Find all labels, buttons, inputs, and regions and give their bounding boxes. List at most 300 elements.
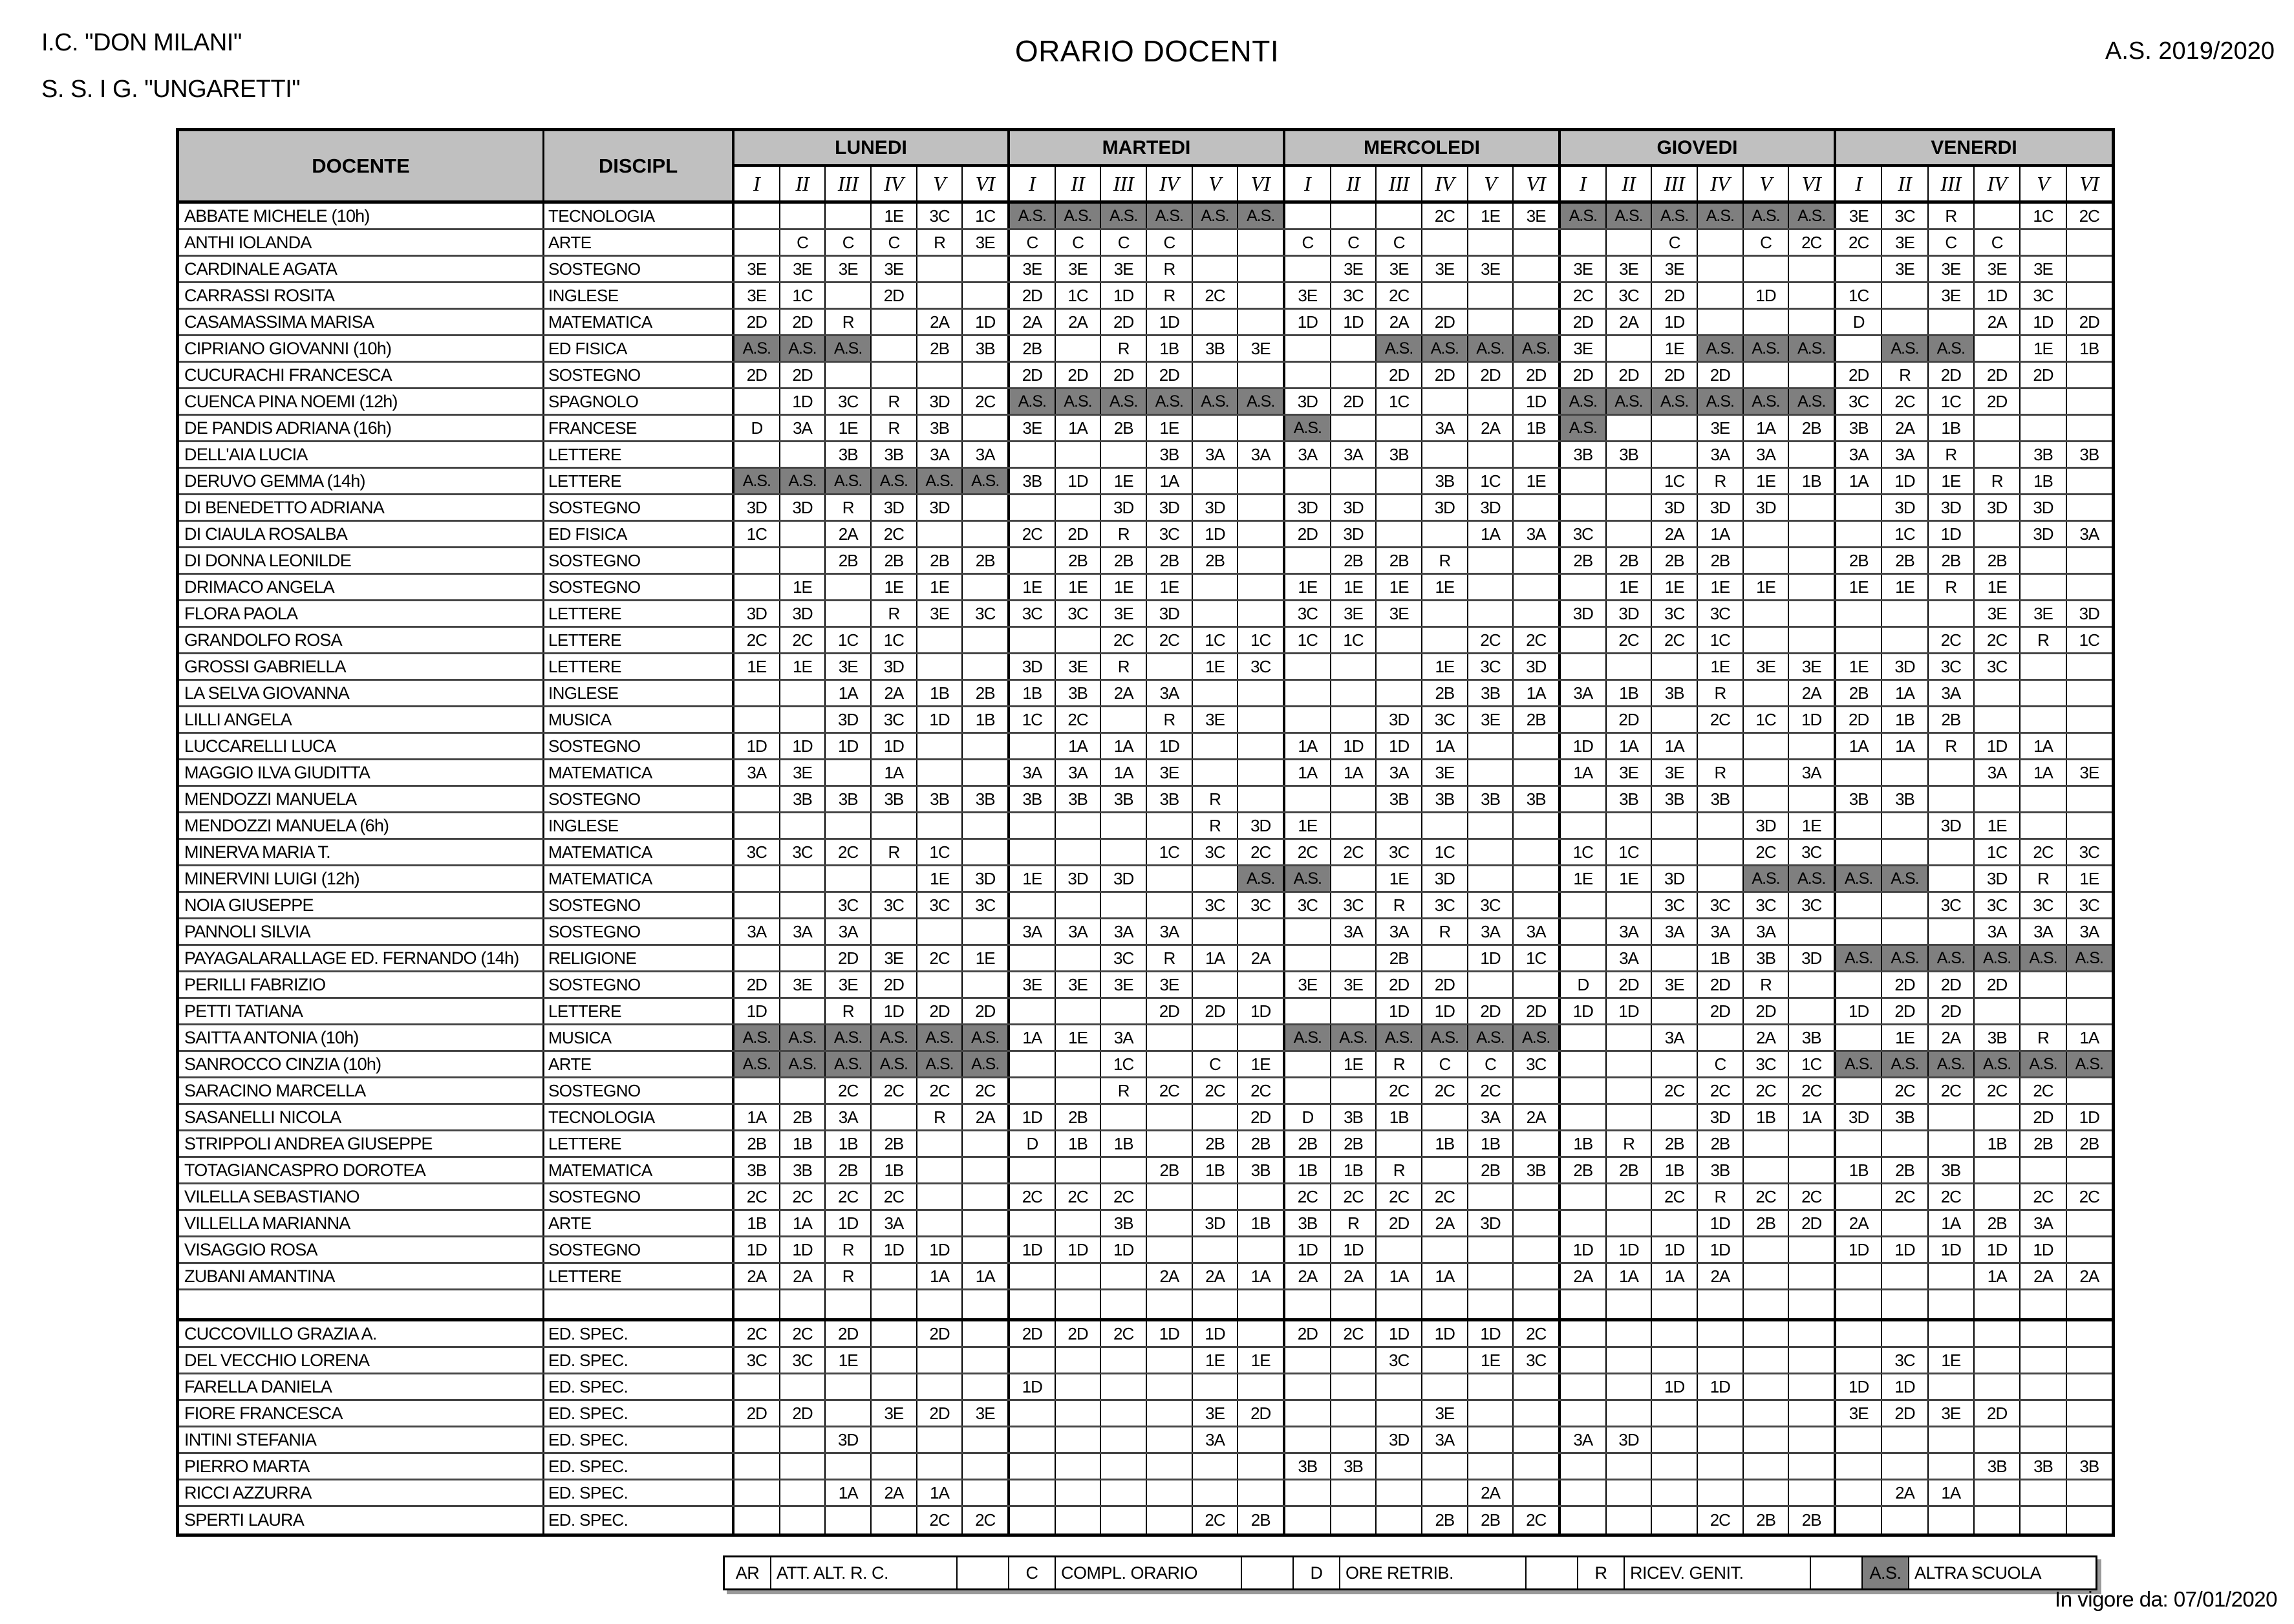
schedule-cell <box>917 1348 963 1373</box>
day-section <box>1836 522 2112 546</box>
schedule-cell <box>1744 1348 1790 1373</box>
schedule-cell: 3A <box>1331 919 1377 944</box>
schedule-cell <box>1561 813 1607 838</box>
schedule-cell: A.S. <box>1010 204 1056 228</box>
subject: ED. SPEC. <box>544 1480 734 1505</box>
teacher-name: DEL VECCHIO LORENA <box>179 1348 544 1373</box>
schedule-cell <box>2067 1401 2112 1426</box>
day-section <box>1285 760 1561 785</box>
day-section <box>1010 1401 1285 1426</box>
table-row <box>179 1507 2112 1533</box>
schedule-cell: 1B <box>1929 416 1975 440</box>
schedule-cell: 1D <box>1882 469 1928 493</box>
day-section <box>1836 1158 2112 1182</box>
schedule-cell <box>1193 1184 1239 1209</box>
day-section <box>1561 442 1836 467</box>
day-section <box>1010 1078 1285 1103</box>
schedule-cell: 3A <box>2021 919 2066 944</box>
schedule-cell: 2D <box>734 972 780 997</box>
schedule-cell <box>1882 893 1928 917</box>
schedule-cell <box>1101 1401 1147 1426</box>
day-section <box>1285 310 1561 334</box>
schedule-cell <box>1789 1480 1834 1505</box>
schedule-cell <box>1422 1480 1468 1505</box>
schedule-cell: 3B <box>1331 1105 1377 1129</box>
schedule-cell: 3D <box>1056 866 1102 891</box>
schedule-cell: A.S. <box>1147 389 1193 414</box>
schedule-cell <box>2067 416 2112 440</box>
schedule-cell: 1A <box>1801 1107 1821 1127</box>
schedule-cell: 1D <box>780 389 826 414</box>
schedule-cell <box>1789 548 1834 573</box>
schedule-cell: 2C <box>1801 1186 1822 1206</box>
schedule-cell <box>1468 1427 1514 1452</box>
schedule-cell: 2B <box>826 1158 872 1182</box>
schedule-cell <box>963 495 1007 520</box>
schedule-cell: C <box>1010 230 1056 255</box>
schedule-cell: 1E <box>734 654 780 679</box>
subject: SOSTEGNO <box>544 363 734 387</box>
day-section <box>1561 257 1836 281</box>
schedule-cell <box>1561 1025 1607 1050</box>
schedule-cell: 3B <box>2079 1456 2099 1476</box>
day-section <box>1836 1348 2112 1373</box>
schedule-cell: 2C <box>1377 1184 1422 1209</box>
schedule-cell: 3D <box>1422 495 1468 520</box>
schedule-cell <box>2021 681 2066 705</box>
schedule-cell <box>1789 972 1834 997</box>
schedule-cell: 3D <box>1652 866 1698 891</box>
schedule-cell <box>2067 1507 2112 1533</box>
schedule-cell: 2D <box>1801 1213 1822 1233</box>
schedule-cell: 1B <box>826 1131 872 1156</box>
schedule-cell <box>1056 442 1102 467</box>
day-section <box>1285 601 1561 626</box>
schedule-cell <box>1836 972 1882 997</box>
schedule-cell <box>1789 1427 1834 1452</box>
schedule-cell: A.S. <box>1836 866 1882 891</box>
period-header: I <box>1836 167 1882 200</box>
day-section <box>1561 1507 1836 1533</box>
schedule-cell <box>1285 681 1331 705</box>
day-section <box>1285 1131 1561 1156</box>
schedule-cell <box>734 1078 780 1103</box>
period-header: VI <box>1250 171 1270 195</box>
teacher-name: SARACINO MARCELLA <box>179 1078 544 1103</box>
schedule-cell: 2C <box>1101 1184 1147 1209</box>
schedule-cell: 1E <box>1010 575 1056 599</box>
schedule-cell: 1A <box>1101 734 1147 758</box>
schedule-cell: 2D <box>1975 972 2021 997</box>
schedule-cell: 2C <box>1331 1321 1377 1346</box>
schedule-cell: A.S. <box>734 469 780 493</box>
schedule-cell: C <box>780 230 826 255</box>
schedule-cell <box>1744 257 1790 281</box>
schedule-cell: R <box>826 999 872 1023</box>
schedule-cell: 1D <box>917 1237 963 1262</box>
schedule-cell: 3C <box>1652 601 1698 626</box>
day-group-giovedi <box>1561 131 1836 200</box>
schedule-cell <box>1744 601 1790 626</box>
schedule-cell <box>1056 1401 1102 1426</box>
schedule-cell: 2B <box>975 683 995 703</box>
schedule-cell: 1E <box>1975 575 2021 599</box>
period-header: V <box>1468 167 1514 200</box>
schedule-cell: A.S. <box>1377 1025 1422 1050</box>
schedule-cell <box>1147 893 1193 917</box>
schedule-cell <box>1010 1401 1056 1426</box>
day-section <box>734 389 1010 414</box>
table-row <box>179 283 2112 310</box>
schedule-cell <box>872 363 917 387</box>
day-section <box>734 654 1010 679</box>
legend-gap <box>958 1557 1009 1588</box>
table-row <box>179 1348 2112 1374</box>
schedule-cell <box>1975 1105 2021 1129</box>
schedule-cell <box>1652 946 1698 970</box>
schedule-cell <box>1882 760 1928 785</box>
schedule-cell: 2A <box>780 1264 826 1288</box>
schedule-cell <box>872 1507 917 1533</box>
schedule-cell: 2B <box>1652 548 1698 573</box>
schedule-cell <box>1468 1237 1514 1262</box>
subject: ED. SPEC. <box>544 1507 734 1533</box>
legend-code: D <box>1294 1557 1340 1588</box>
schedule-cell: 2D <box>1882 999 1928 1023</box>
schedule-cell <box>1056 1374 1102 1399</box>
schedule-cell: 1C <box>734 522 780 546</box>
period-header-row <box>1285 167 1558 200</box>
table-row <box>179 204 2112 230</box>
subject: ARTE <box>544 1211 734 1235</box>
schedule-cell: 2D <box>1285 522 1331 546</box>
day-section <box>1561 1211 1836 1235</box>
schedule-cell: 3D <box>1147 495 1193 520</box>
schedule-cell <box>1929 1290 1975 1318</box>
legend-code: AR <box>725 1557 771 1588</box>
schedule-cell: 2B <box>2079 1133 2099 1153</box>
teacher-name: PIERRO MARTA <box>179 1454 544 1479</box>
schedule-cell <box>826 813 872 838</box>
subject: ED. SPEC. <box>544 1401 734 1426</box>
schedule-cell: A.S. <box>1836 1052 1882 1076</box>
schedule-cell <box>2067 654 2112 679</box>
teacher-name: SASANELLI NICOLA <box>179 1105 544 1129</box>
table-row <box>179 416 2112 442</box>
schedule-cell: 1B <box>1561 1131 1607 1156</box>
day-section <box>1561 654 1836 679</box>
schedule-cell <box>963 1158 1007 1182</box>
period-header: VI <box>1801 171 1821 195</box>
schedule-cell <box>1331 204 1377 228</box>
schedule-cell <box>2067 230 2112 255</box>
schedule-cell: 3D <box>1652 495 1698 520</box>
schedule-cell <box>1514 1237 1558 1262</box>
teacher-name: ZUBANI AMANTINA <box>179 1264 544 1288</box>
table-row <box>179 1264 2112 1290</box>
schedule-cell <box>1377 1131 1422 1156</box>
schedule-cell <box>1010 1052 1056 1076</box>
schedule-cell <box>872 866 917 891</box>
schedule-cell <box>1468 760 1514 785</box>
schedule-cell <box>1514 1264 1558 1288</box>
schedule-cell: A.S. <box>826 1052 872 1076</box>
schedule-cell <box>1514 575 1558 599</box>
schedule-cell <box>1514 442 1558 467</box>
schedule-cell: 1C <box>1607 840 1653 864</box>
schedule-cell: 3A <box>1698 442 1744 467</box>
table-row <box>179 813 2112 840</box>
effective-date-note: In vigore da: 07/01/2020 <box>2055 1587 2277 1611</box>
schedule-cell <box>1193 469 1239 493</box>
schedule-cell <box>2021 1321 2066 1346</box>
schedule-cell <box>2021 1427 2066 1452</box>
schedule-cell: 1C <box>1147 840 1193 864</box>
schedule-cell: 1E <box>1056 575 1102 599</box>
schedule-cell: 1E <box>1147 575 1193 599</box>
schedule-cell: 2D <box>1056 363 1102 387</box>
schedule-cell: 2C <box>1193 1507 1239 1533</box>
schedule-cell: 3A <box>1836 442 1882 467</box>
schedule-cell <box>1607 1290 1653 1318</box>
day-section <box>1010 1427 1285 1452</box>
schedule-cell <box>1561 1105 1607 1129</box>
schedule-cell: 3E <box>780 257 826 281</box>
schedule-cell <box>2067 681 2112 705</box>
schedule-cell: 3D <box>1250 815 1271 835</box>
schedule-cell: 3A <box>1010 919 1056 944</box>
legend-label: ATT. ALT. R. C. <box>771 1557 958 1588</box>
day-section <box>1010 893 1285 917</box>
schedule-cell <box>1238 230 1283 255</box>
day-section <box>1561 1427 1836 1452</box>
schedule-cell <box>2067 548 2112 573</box>
schedule-cell: 1D <box>1698 1211 1744 1235</box>
schedule-cell: 3D <box>1285 495 1331 520</box>
schedule-cell: 3D <box>1331 522 1377 546</box>
day-section <box>1010 1211 1285 1235</box>
schedule-cell <box>1056 1211 1102 1235</box>
schedule-cell: 3D <box>1975 495 2021 520</box>
schedule-cell <box>1975 1158 2021 1182</box>
schedule-cell <box>1285 1290 1331 1318</box>
day-section <box>1010 283 1285 308</box>
table-row <box>179 469 2112 495</box>
schedule-cell: A.S. <box>780 1025 826 1050</box>
day-section <box>734 1454 1010 1479</box>
schedule-cell: 2A <box>1468 416 1514 440</box>
schedule-cell <box>1975 1290 2021 1318</box>
schedule-cell <box>1698 1480 1744 1505</box>
schedule-cell <box>734 1427 780 1452</box>
schedule-cell: 2B <box>1377 548 1422 573</box>
schedule-cell <box>734 946 780 970</box>
schedule-cell: 1E <box>1377 575 1422 599</box>
table-row <box>179 1401 2112 1427</box>
schedule-cell <box>2021 1290 2066 1318</box>
teacher-name: FARELLA DANIELA <box>179 1374 544 1399</box>
schedule-cell <box>780 204 826 228</box>
table-row <box>179 1184 2112 1211</box>
schedule-cell: 3C <box>1652 893 1698 917</box>
schedule-cell: 1E <box>917 866 963 891</box>
schedule-cell <box>917 1211 963 1235</box>
day-section <box>1285 283 1561 308</box>
day-section <box>734 1290 1010 1318</box>
schedule-cell <box>1010 1264 1056 1288</box>
schedule-cell: 3B <box>1801 1027 1821 1047</box>
schedule-cell: 3E <box>872 1401 917 1426</box>
schedule-cell <box>1101 1374 1147 1399</box>
subject: INGLESE <box>544 681 734 705</box>
schedule-cell: 3B <box>975 338 995 358</box>
schedule-cell <box>1147 1507 1193 1533</box>
day-section <box>1285 972 1561 997</box>
schedule-cell: 3C <box>975 603 996 623</box>
teacher-name: GROSSI GABRIELLA <box>179 654 544 679</box>
schedule-cell: 1E <box>1250 1054 1270 1074</box>
schedule-cell <box>1238 1321 1283 1346</box>
day-section <box>734 866 1010 891</box>
schedule-cell: 2C <box>1607 628 1653 652</box>
schedule-cell: 1B <box>1101 1131 1147 1156</box>
teacher-name <box>179 1290 544 1318</box>
schedule-cell <box>1652 654 1698 679</box>
schedule-cell: 1E <box>1836 575 1882 599</box>
schedule-cell <box>1285 946 1331 970</box>
schedule-cell: 3E <box>734 283 780 308</box>
schedule-cell: C <box>1056 230 1102 255</box>
column-header-docente: DOCENTE <box>179 131 544 200</box>
day-section <box>734 1264 1010 1288</box>
schedule-cell <box>1422 283 1468 308</box>
schedule-cell <box>1789 1237 1834 1262</box>
schedule-cell <box>1789 1264 1834 1288</box>
schedule-cell <box>1422 442 1468 467</box>
schedule-cell: A.S. <box>1331 1025 1377 1050</box>
day-section <box>1561 1105 1836 1129</box>
schedule-cell <box>1010 495 1056 520</box>
teacher-name: DI BENEDETTO ADRIANA <box>179 495 544 520</box>
schedule-cell: 2C <box>1652 628 1698 652</box>
day-section <box>1285 1401 1561 1426</box>
schedule-cell: 1E <box>1285 575 1331 599</box>
schedule-cell: 1A <box>1010 1025 1056 1050</box>
schedule-cell: 3B <box>1377 787 1422 811</box>
schedule-cell <box>917 628 963 652</box>
schedule-cell <box>780 1454 826 1479</box>
schedule-cell <box>1744 628 1790 652</box>
table-row <box>179 442 2112 469</box>
schedule-cell: 2A <box>1801 683 1821 703</box>
day-section <box>1561 972 1836 997</box>
schedule-cell: 3A <box>734 919 780 944</box>
schedule-cell: 2D <box>975 1001 996 1021</box>
day-section <box>1561 389 1836 414</box>
schedule-cell <box>1836 522 1882 546</box>
period-header: IV <box>1147 167 1193 200</box>
schedule-cell: A.S. <box>1101 389 1147 414</box>
schedule-cell <box>1607 654 1653 679</box>
schedule-cell <box>1789 1374 1834 1399</box>
schedule-cell: R <box>872 389 917 414</box>
schedule-cell <box>1514 230 1558 255</box>
schedule-cell <box>1468 972 1514 997</box>
schedule-cell <box>1377 522 1422 546</box>
schedule-cell: 1E <box>1561 866 1607 891</box>
subject: MUSICA <box>544 1025 734 1050</box>
table-row <box>179 840 2112 866</box>
schedule-cell <box>1929 1321 1975 1346</box>
schedule-cell: A.S. <box>1468 1025 1514 1050</box>
schedule-cell: 1D <box>1377 734 1422 758</box>
schedule-cell: 3E <box>1468 707 1514 732</box>
schedule-cell: R <box>1377 1052 1422 1076</box>
schedule-cell: A.S. <box>1101 204 1147 228</box>
subject: MATEMATICA <box>544 760 734 785</box>
schedule-cell: 3B <box>2021 1454 2066 1479</box>
schedule-cell <box>1514 866 1558 891</box>
subject: ED. SPEC. <box>544 1374 734 1399</box>
schedule-cell <box>1468 1454 1514 1479</box>
schedule-cell: C <box>1975 230 2021 255</box>
schedule-cell <box>1147 1454 1193 1479</box>
schedule-cell: 1A <box>1975 1264 2021 1288</box>
schedule-cell <box>1929 310 1975 334</box>
schedule-cell <box>1514 1078 1558 1103</box>
schedule-cell: C <box>1652 230 1698 255</box>
day-section <box>1285 628 1561 652</box>
schedule-cell: 2C <box>1101 1321 1147 1346</box>
table-row <box>179 919 2112 946</box>
period-header-row <box>734 167 1007 200</box>
schedule-cell <box>917 813 963 838</box>
schedule-cell: 2D <box>1250 1107 1271 1127</box>
schedule-cell: 2C <box>1561 283 1607 308</box>
schedule-cell: 2D <box>1010 363 1056 387</box>
schedule-cell: 3E <box>975 232 995 252</box>
schedule-cell: 1E <box>780 654 826 679</box>
schedule-cell: 1A <box>1836 469 1882 493</box>
schedule-cell: 1D <box>780 1237 826 1262</box>
schedule-cell <box>1285 1507 1331 1533</box>
schedule-cell <box>1331 999 1377 1023</box>
day-section <box>1561 1237 1836 1262</box>
schedule-cell: 1C <box>1652 469 1698 493</box>
schedule-cell: 1D <box>1526 391 1547 411</box>
schedule-cell <box>1744 1237 1790 1262</box>
schedule-cell: 2D <box>1468 363 1514 387</box>
period-header-row <box>1010 167 1283 200</box>
day-section <box>1561 787 1836 811</box>
schedule-cell <box>1468 734 1514 758</box>
schedule-cell <box>1010 893 1056 917</box>
schedule-cell: A.S. <box>872 469 917 493</box>
schedule-cell: 3A <box>1010 760 1056 785</box>
schedule-cell: 1A <box>1652 734 1698 758</box>
schedule-cell: 3E <box>975 1403 995 1423</box>
day-section <box>1285 840 1561 864</box>
schedule-cell <box>2067 469 2112 493</box>
day-section <box>734 734 1010 758</box>
schedule-cell <box>1422 1454 1468 1479</box>
day-section <box>734 813 1010 838</box>
schedule-cell: 3C <box>1698 601 1744 626</box>
schedule-cell: A.S. <box>1422 1025 1468 1050</box>
day-section <box>1561 1321 1836 1346</box>
schedule-cell <box>1331 1078 1377 1103</box>
schedule-cell: 1E <box>1010 866 1056 891</box>
